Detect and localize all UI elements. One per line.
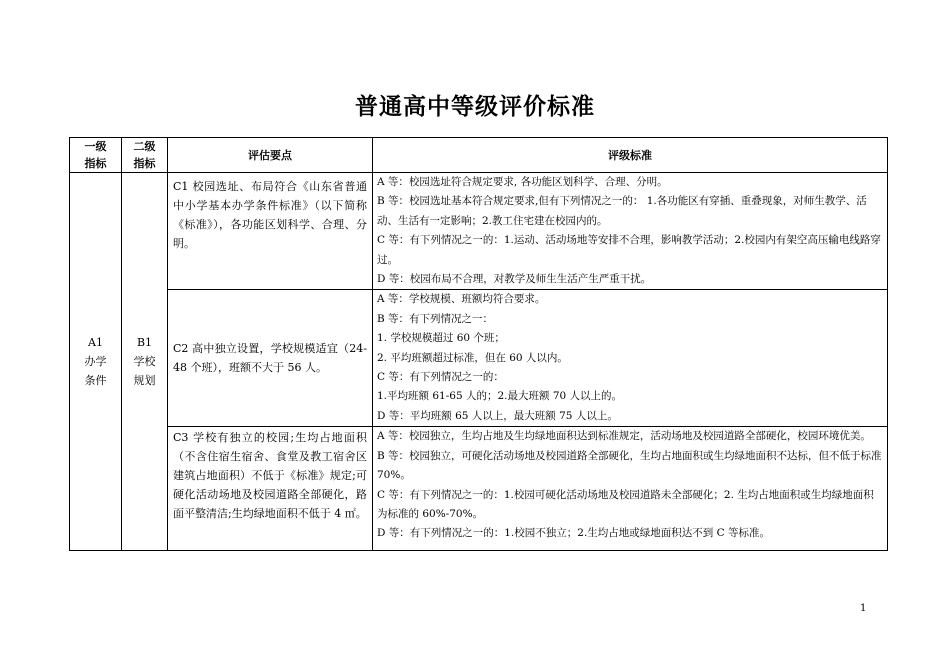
standard-line: 1.平均班额 61-65 人的；2.最大班额 70 人以上的。	[377, 390, 623, 403]
standard-line: A 等：学校规模、班额均符合要求。	[377, 293, 546, 306]
standard-line: D 等：平均班额 65 人以上，最大班额 75 人以上。	[377, 409, 618, 422]
level1-name-line1: 办学	[84, 355, 107, 369]
level1-name-line2: 条件	[84, 374, 107, 388]
standard-line: D 等：有下列情况之一的：1.校园不独立；2.生均占地或绿地面积达不到 C 等标准。	[377, 527, 770, 540]
header-level2-line2: 指标	[133, 157, 156, 170]
standard-line: A 等：校园独立，生均占地及生均绿地面积达到标准规定，活动场地及校园道路全部硬化，校园环境优美。	[377, 430, 871, 443]
header-level1	[70, 138, 122, 173]
standard-c2	[373, 290, 888, 427]
table-row	[70, 290, 888, 427]
level2-code: B1	[136, 336, 153, 350]
standard-line: B 等：校园选址基本符合规定要求,但有下列情况之一的： 1.各功能区有穿插、重叠现象，对师生教学、活动、生活有一定影响；2.教工住宅建在校园内的。	[377, 195, 867, 227]
evaluation-table	[69, 137, 888, 551]
table-row	[70, 173, 888, 290]
header-level2-line1: 二级	[133, 140, 156, 153]
standard-line: C 等：有下列情况之一的：	[377, 371, 504, 384]
standard-c1	[373, 173, 888, 290]
point-c3: C3 学校有独立的校园;生均占地面积（不含住宿生宿舍、食堂及教工宿舍区建筑占地面积）不低于《标准》规定;可硬化活动场地及校园道路全部硬化，路面平整清洁;生均绿地面积不低于 4 ㎡。	[168, 427, 373, 551]
standard-line: D 等：校园布局不合理，对教学及师生生活产生严重干扰。	[377, 273, 652, 286]
page-number: 1	[860, 603, 867, 614]
table-row	[70, 427, 888, 551]
standard-line: C 等：有下列情况之一的：1.运动、活动场地等安排不合理，影响教学活动；2.校园内有架空高压输电线路穿过。	[377, 234, 881, 266]
standard-line: A 等：校园选址符合规定要求, 各功能区划科学、合理、分明。	[377, 176, 668, 188]
level1-code: A1	[88, 336, 103, 350]
level2-cell	[122, 173, 168, 551]
header-level1-line1: 一级	[84, 140, 107, 153]
header-points: 评估要点	[168, 138, 373, 173]
level2-name-line1: 学校	[133, 355, 156, 369]
standard-c3	[373, 427, 888, 551]
standard-line: C 等：有下列情况之一的：1.校园可硬化活动场地及校园道路未全部硬化；2. 生均占地面积或生均绿地面积为标准的 60%-70%。	[377, 488, 874, 520]
page-title: 普通高中等级评价标准	[355, 94, 595, 120]
standard-line: B 等：有下列情况之一：	[377, 312, 494, 325]
standard-line: 2. 平均班额超过标准，但在 60 人以内。	[377, 351, 568, 364]
table-header-row	[70, 138, 888, 173]
point-c1: C1 校园选址、布局符合《山东省普通中小学基本办学条件标准》（以下简称《标准》），各功能区划科学、合理、分明。	[168, 173, 373, 290]
standard-line: 1. 学校规模超过 60 个班；	[377, 332, 505, 345]
standard-line: B 等：校园独立，可硬化活动场地及校园道路全部硬化，生均占地面积或生均绿地面积不达标，但不低于标准 70%。	[377, 449, 882, 482]
header-level2	[122, 138, 168, 173]
header-standards: 评级标准	[373, 138, 888, 173]
level1-cell	[70, 173, 122, 551]
point-c2: C2 高中独立设置，学校规模适宜（24-48 个班），班额不大于 56 人。	[168, 290, 373, 427]
level2-name-line2: 规划	[133, 374, 156, 388]
header-level1-line2: 指标	[84, 157, 107, 170]
